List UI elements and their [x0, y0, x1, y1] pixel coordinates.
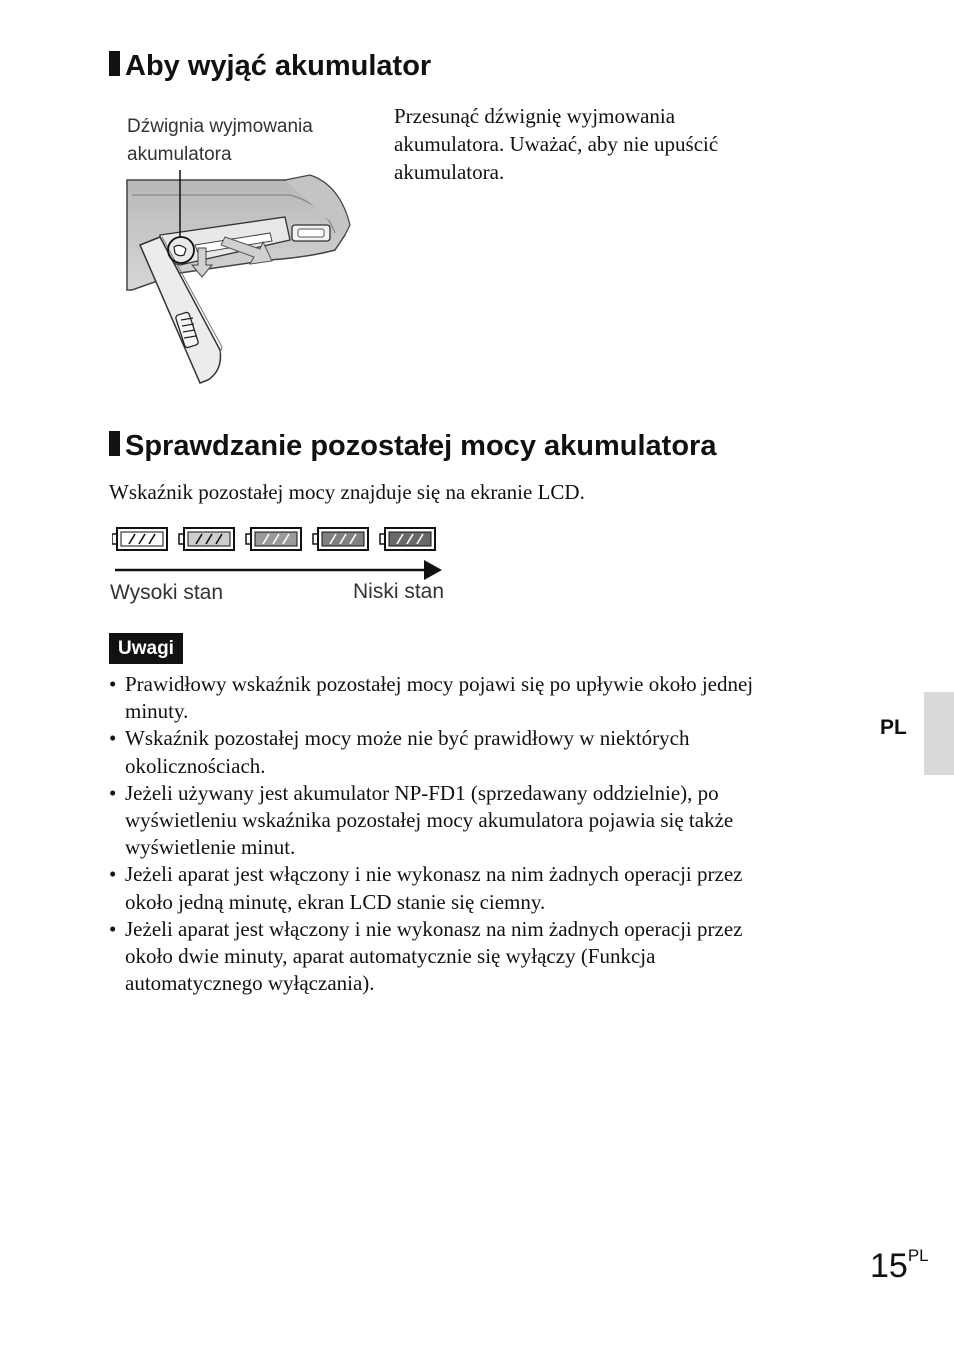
- body-line: akumulatora.: [394, 160, 505, 184]
- language-label: PL: [880, 716, 907, 739]
- battery-level-intro: Wskaźnik pozostałej mocy znajduje się na ekranie LCD.: [109, 480, 585, 504]
- note-line: • Wskaźnik pozostałej mocy może nie być prawidłowy w niektórych: [125, 726, 690, 751]
- note-item: [109, 671, 849, 725]
- battery-removal-illustration: [120, 165, 360, 390]
- note-line: • Jeżeli aparat jest włączony i nie wykonasz na nim żadnych operacji przez: [125, 916, 743, 941]
- note-line: około jedną minutę, ekran LCD stanie się ciemny.: [125, 889, 546, 914]
- battery-level-icon: [380, 528, 435, 550]
- notes-badge: Uwagi: [109, 633, 183, 664]
- page-number-value: 15: [870, 1247, 908, 1285]
- section-heading-remove-battery: [109, 49, 431, 83]
- note-item: [109, 725, 849, 779]
- note-line: wyświetlenie minut.: [125, 835, 296, 860]
- note-line: wyświetleniu wskaźnika pozostałej mocy akumulatora pojawia się także: [125, 808, 734, 833]
- note-line: • Prawidłowy wskaźnik pozostałej mocy pojawi się po upływie około jednej: [125, 672, 754, 696]
- note-line: okolicznościach.: [125, 753, 266, 778]
- body-line: Przesunąć dźwignię wyjmowania: [394, 104, 676, 128]
- callout-label: [127, 113, 313, 169]
- heading-marker: [109, 431, 120, 456]
- note-line: • Jeżeli używany jest akumulator NP-FD1 (sprzedawany oddzielnie), po: [125, 780, 719, 805]
- label-low: Niski stan: [353, 580, 445, 603]
- label-high: Wysoki stan: [110, 581, 224, 604]
- notes-list: [109, 671, 849, 997]
- note-line: minuty.: [125, 699, 189, 724]
- remove-battery-instructions: [394, 102, 718, 186]
- level-arrow-head: [424, 560, 442, 580]
- callout-label-line: Dźwignia wyjmowania: [127, 116, 313, 137]
- battery-level-icon: [179, 528, 234, 550]
- note-item: [109, 916, 849, 998]
- note-line: około dwie minuty, aparat automatycznie się wyłączy (Funkcja: [125, 944, 656, 969]
- heading-text: Aby wyjąć akumulator: [125, 50, 432, 82]
- note-line: • Jeżeli aparat jest włączony i nie wykonasz na nim żadnych operacji przez: [125, 862, 743, 887]
- note-item: [109, 780, 849, 862]
- lever: [174, 245, 186, 255]
- battery-level-icon: [246, 528, 301, 550]
- battery-level-icon: [313, 528, 368, 550]
- section-heading-battery-level: [109, 429, 716, 463]
- body-line: akumulatora. Uważać, aby nie upuścić: [394, 132, 719, 156]
- page-number: [870, 1236, 929, 1286]
- language-tab: [924, 692, 954, 775]
- heading-marker: [109, 51, 120, 76]
- note-item: [109, 861, 849, 915]
- callout-label-line: akumulatora: [127, 144, 232, 165]
- battery-level-icon: [112, 528, 167, 550]
- battery-level-scale: [112, 522, 452, 586]
- page-number-suffix: PL: [907, 1246, 929, 1265]
- note-line: automatycznego wyłączania).: [125, 971, 375, 996]
- heading-text: Sprawdzanie pozostałej mocy akumulatora: [125, 430, 717, 462]
